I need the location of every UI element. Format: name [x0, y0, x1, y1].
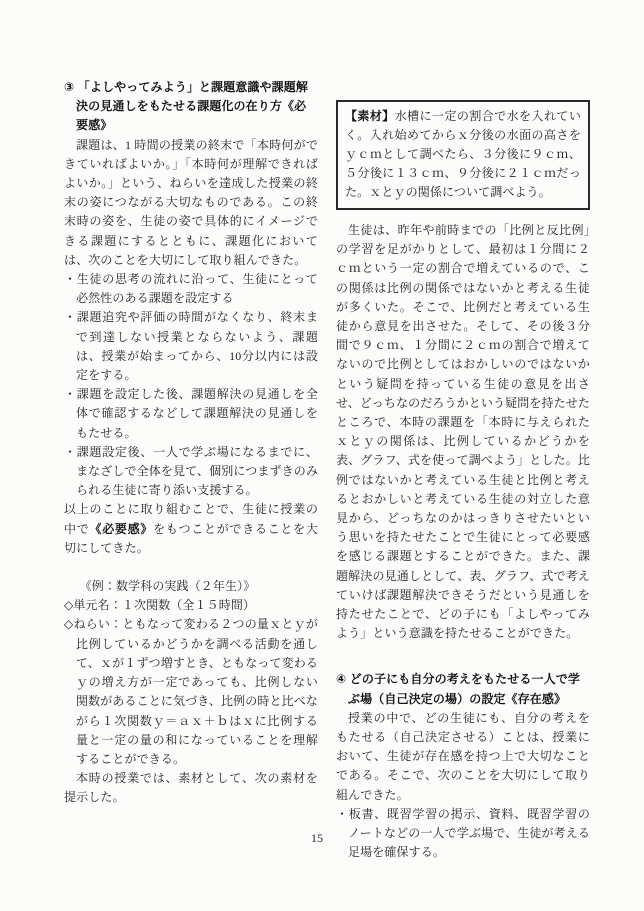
- paragraph-closing: [64, 500, 318, 558]
- bullet-item: ・課題を設定した後、課題解決の見通しを全体で確認するなどして課題解決の見通しをもたせる。: [64, 387, 318, 440]
- right-column: [336, 100, 590, 863]
- page-number: 15: [311, 831, 323, 845]
- bullet-item: ・板書、既習学習の掲示、資料、既習学習のノートなどの一人で学ぶ場で、生徒が考える足場を確保する。: [336, 806, 590, 860]
- paragraph-self-decision: 授業の中で、どの生徒にも、自分の考えをもたせる（自己決定させる）ことは、授業において、生徒が存在感を持つ上で大切なことである。そこで、次のことを大切にして取り組んできた。: [336, 710, 590, 802]
- bullet-item: ・生徒の思考の流れに沿って、生徒にとって必然性のある課題を設定する: [64, 272, 318, 306]
- material-box-label: 【素材】: [345, 109, 395, 123]
- closing-text-pre: 以上のことに取り組むことで、生徒に授業の中で: [64, 502, 318, 536]
- unit-name-line: ◇単元名：１次関数（全１５時間）: [64, 598, 256, 613]
- bullet-item: ・課題設定後、一人で学ぶ場になるまでに、まなざしで全体を見て、個別につまずきのみられる生徒に寄り添い支援する。: [64, 444, 318, 498]
- material-box: [336, 100, 590, 210]
- paragraph-lesson-account: 生徒は、昨年や前時までの「比例と反比例」の学習を足がかりとして、最初は１分間に２ｃｍという一定の割合で増えているので、この関係は比例の関係ではないかと考える生徒が多くいた。そこで、比例だと考えている生徒から意見を出させた。そして、その後３分間で９ｃｍ、１分間に２ｃｍの割合で増えてないので比例としてはおかしいのではないかという疑問を持っている生徒の意見を出させ、どっちなのだろうかという疑問を持たせたところで、本時の課題を「本時に与えられたｘとｙの関係は、比例しているかどうかを表、グラフ、式を使って調べよう」とした。比例ではないかと考えている生徒と比例と考えるとおかしいと考えている生徒の対立した意見から、どっちなのかはっきりさせたいという思いを持たせたことで生徒にとって必要感を感じる課題とすることができた。また、課題解決の見通しとして、表、グラフ、式で考えていけば課題解決できそうだという見通しを持たせたことで、どの子にも「よしやってみよう」という意識を持たせることができた。: [336, 223, 590, 641]
- closing-emphasis: 《必要感》: [89, 521, 154, 536]
- material-box-text: 水槽に一定の割合で水を入れていく。入れ始めてからｘ分後の水面の高さをｙｃｍとして調べたら、３分後に９ｃｍ、５分後に１３ｃｍ、９分後に２１ｃｍだった。ｘとｙの関係について調べよう。: [345, 109, 581, 199]
- closing-text-post: をもつことができることを大切にしてきた。: [64, 521, 318, 555]
- bullet-item: ・課題追究や評価の時間がなくなり、終末まで到達しない授業とならないよう、課題は、授業が始まってから、10分以内には設定をする。: [64, 310, 318, 383]
- example-title: 《例：数学科の実践（２年生）》: [79, 579, 256, 594]
- paragraph-task-definition: 課題は、1 時間の授業の終末で「本時何ができていればよいか。」「本時何が理解できればよいか。」という、ねらいを達成した授業の終末の姿につながる大切なものである。この終末時の姿を、生徒の姿で具体的にイメージできる課題にするとともに、課題化においては、次のことを大切にして取り組んできた。: [64, 137, 318, 267]
- paragraph-material-intro: 本時の授業では、素材として、次の素材を提示した。: [64, 771, 318, 805]
- section-heading-4: ④ どの子にも自分の考えをもたせる一人で学ぶ場（自己決定の場）の設定《存在感》: [336, 672, 581, 706]
- section-heading-3: ③ 「よしやってみよう」と課題意識や課題解決の見通しをもたせる課題化の在り方《必要感》: [64, 80, 309, 133]
- lesson-aim-line: ◇ねらい：ともなって変わる２つの量ｘとｙが比例しているかどうかを調べる活動を通して、ｘが１ずつ増すとき、ともなって変わるｙの増え方が一定であっても、比例しない関数があることに気づき、比例の時と比べながら１次関数ｙ＝ａｘ＋ｂはｘに比例する量と一定の量の和になっていることを理解することができる。: [64, 617, 318, 766]
- left-column: [64, 78, 318, 808]
